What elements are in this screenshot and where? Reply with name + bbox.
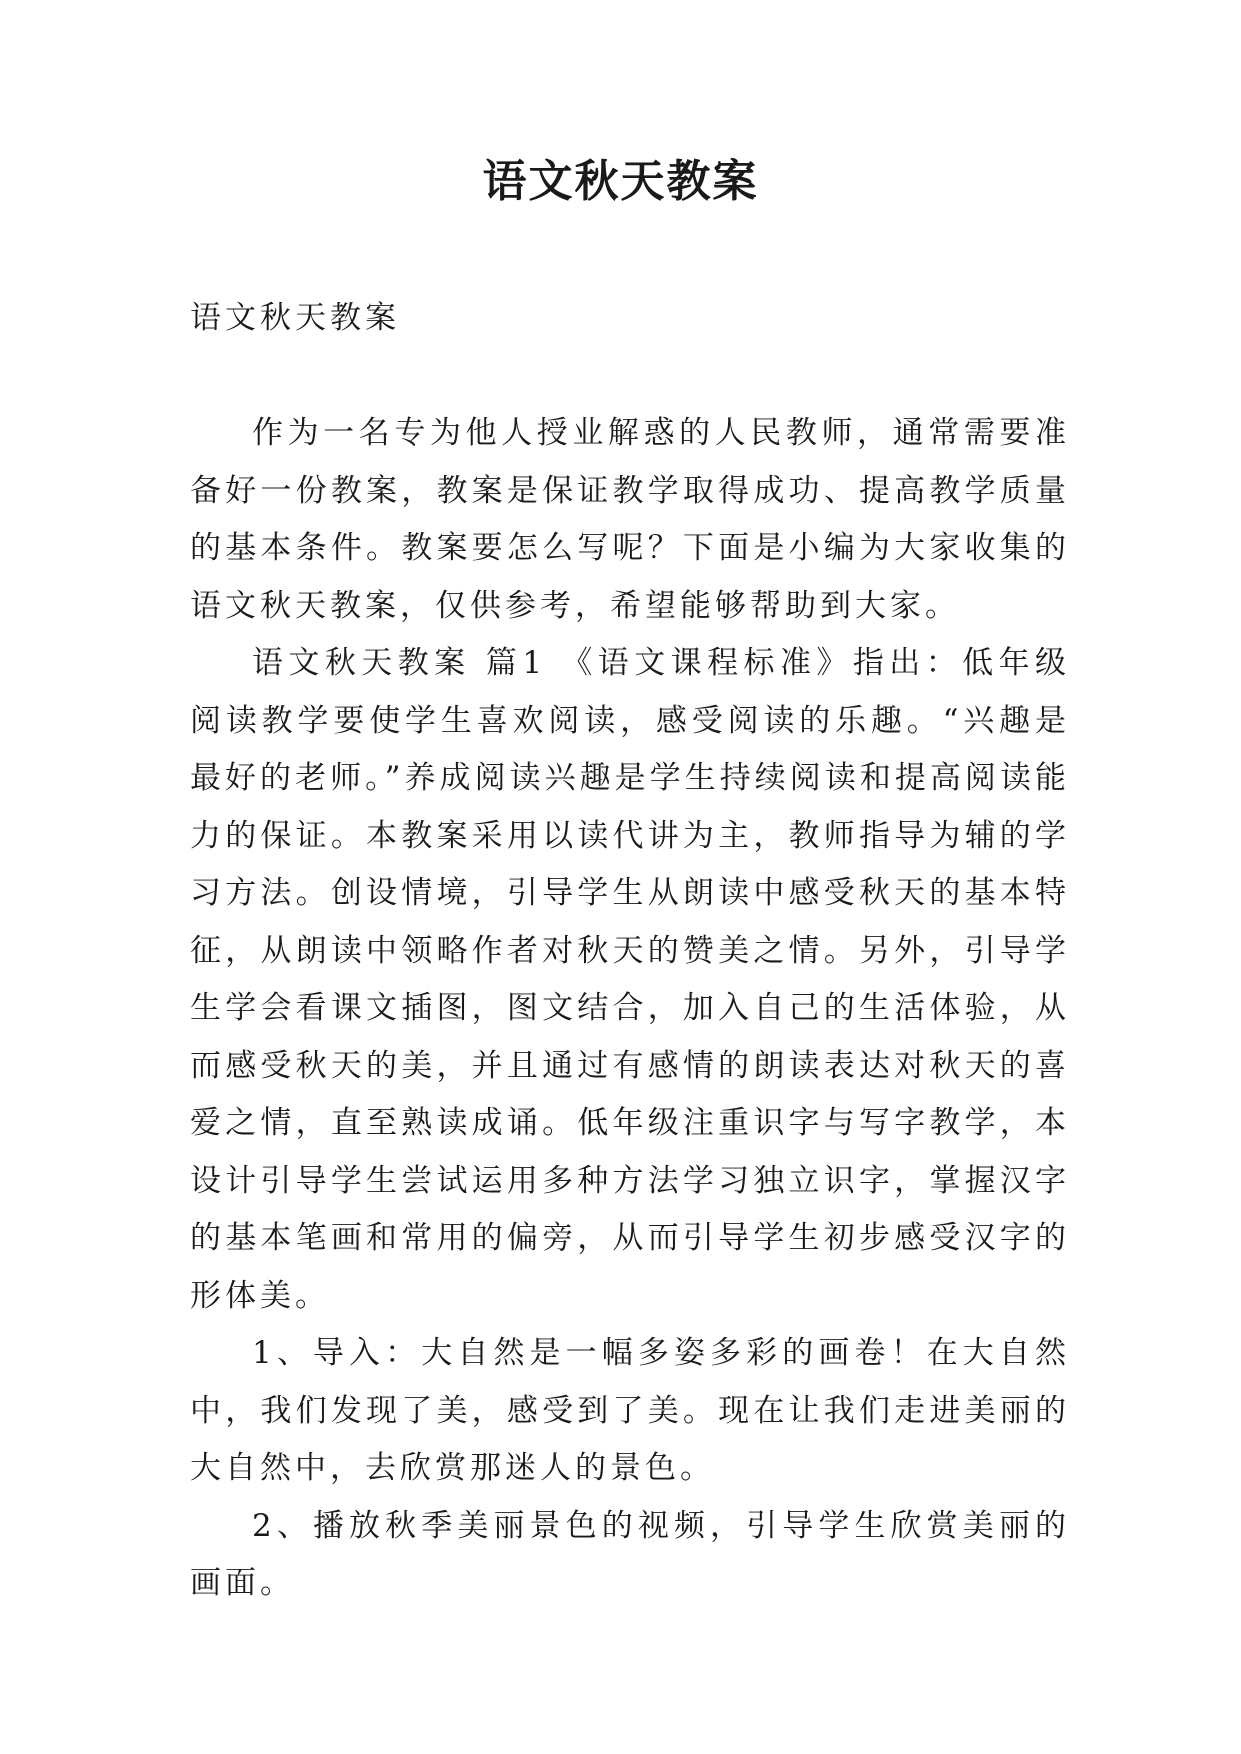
- section-1-heading: 语文秋天教案 篇1: [252, 645, 547, 681]
- section-1-paragraph: [190, 635, 1070, 1325]
- document-title: 语文秋天教案: [482, 156, 759, 207]
- step-2-paragraph: 2、播放秋季美丽景色的视频，引导学生欣赏美丽的画面。: [190, 1507, 1070, 1601]
- section-1-gap: [546, 645, 561, 681]
- document-body: [190, 405, 1070, 1613]
- step-1-paragraph: 1、导入：大自然是一幅多姿多彩的画卷！在大自然中，我们发现了美，感受到了美。现在让我们走进美丽的大自然中，去欣赏那迷人的景色。: [190, 1335, 1070, 1486]
- document-subtitle: 语文秋天教案: [190, 300, 400, 336]
- section-1-text: 《语文课程标准》指出：低年级阅读教学要使学生喜欢阅读，感受阅读的乐趣。“兴趣是最好的老师。”养成阅读兴趣是学生持续阅读和提高阅读能力的保证。本教案采用以读代讲为主，教师指导为辅的学习方法。创设情境，引导学生从朗读中感受秋天的基本特征，从朗读中领略作者对秋天的赞美之情。另外，引导学生学会看课文插图，图文结合，加入自己的生活体验，从而感受秋天的美，并且通过有感情的朗读表达对秋天的喜爱之情，直至熟读成诵。低年级注重识字与写字教学，本设计引导学生尝试运用多种方法学习独立识字，掌握汉字的基本笔画和常用的偏旁，从而引导学生初步感受汉字的形体美。: [190, 645, 1071, 1314]
- intro-paragraph: 作为一名专为他人授业解惑的人民教师，通常需要准备好一份教案，教案是保证教学取得成功、提高教学质量的基本条件。教案要怎么写呢？下面是小编为大家收集的语文秋天教案，仅供参考，希望能够帮助到大家。: [190, 415, 1070, 624]
